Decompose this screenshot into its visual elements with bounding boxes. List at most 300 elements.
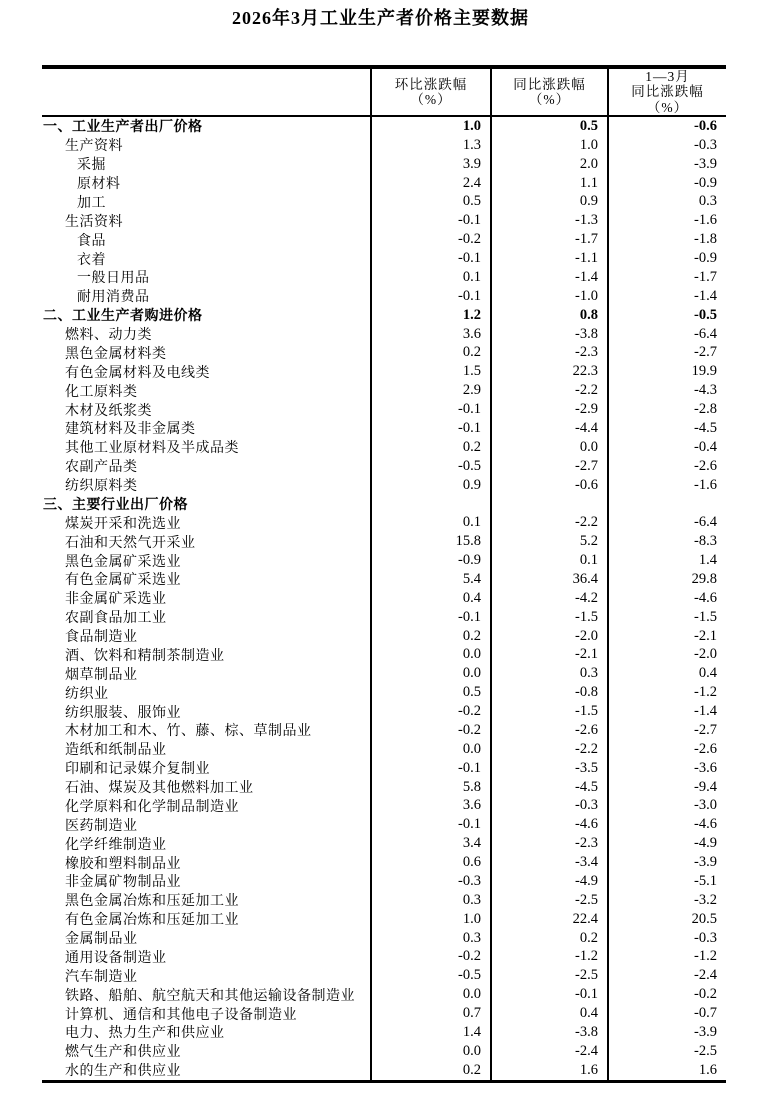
ytd-value: -4.6 (607, 815, 726, 834)
ytd-value: -2.4 (607, 966, 726, 985)
table-row (42, 683, 726, 702)
header-line: 环比涨跌幅 (394, 76, 468, 92)
mom-value: 1.3 (370, 136, 490, 155)
ytd-value: -6.4 (607, 325, 726, 344)
row-label: 燃气生产和供应业 (65, 1045, 181, 1061)
yoy-value: 0.8 (490, 306, 607, 325)
row-label: 非金属矿采选业 (65, 592, 167, 608)
mom-value: 1.0 (370, 910, 490, 929)
row-label: 生产资料 (65, 139, 123, 155)
row-label-cell (42, 891, 370, 910)
mom-value: -0.5 (370, 966, 490, 985)
row-label-cell (42, 476, 370, 495)
ytd-value: -5.1 (607, 872, 726, 891)
row-label-cell (42, 495, 370, 514)
ytd-value: -2.0 (607, 646, 726, 665)
table-header-row (42, 69, 726, 117)
ytd-value: -4.9 (607, 834, 726, 853)
ytd-value: -0.2 (607, 985, 726, 1004)
row-label: 橡胶和塑料制品业 (65, 856, 181, 872)
row-label: 化学原料和化学制品制造业 (65, 799, 239, 815)
table-row (42, 268, 726, 287)
ytd-value: -2.6 (607, 457, 726, 476)
row-label: 黑色金属矿采选业 (65, 554, 181, 570)
yoy-value: -2.4 (490, 1042, 607, 1061)
table-body (42, 117, 726, 1080)
row-label-cell (42, 513, 370, 532)
ytd-value: -0.6 (607, 117, 726, 136)
yoy-value: -1.5 (490, 608, 607, 627)
row-label-cell (42, 1023, 370, 1042)
yoy-value: -1.5 (490, 702, 607, 721)
ytd-value: -3.6 (607, 759, 726, 778)
yoy-value: -2.0 (490, 627, 607, 646)
mom-value: 1.5 (370, 362, 490, 381)
row-label: 造纸和纸制品业 (65, 743, 167, 759)
row-label-cell (42, 721, 370, 740)
table-row (42, 155, 726, 174)
table-row (42, 174, 726, 193)
table-row (42, 1042, 726, 1061)
row-label: 石油和天然气开采业 (65, 535, 196, 551)
yoy-value: 1.1 (490, 174, 607, 193)
mom-value: 0.3 (370, 891, 490, 910)
row-label: 原材料 (77, 177, 121, 193)
mom-value: 3.6 (370, 797, 490, 816)
ytd-value: -1.2 (607, 948, 726, 967)
row-label-cell (42, 155, 370, 174)
row-label-cell (42, 344, 370, 363)
row-label-cell (42, 646, 370, 665)
row-label: 采掘 (77, 158, 106, 174)
table-row (42, 211, 726, 230)
mom-value: -0.5 (370, 457, 490, 476)
row-label: 衣着 (77, 252, 106, 268)
mom-value: -0.1 (370, 815, 490, 834)
row-label-cell (42, 985, 370, 1004)
mom-value: -0.1 (370, 759, 490, 778)
table-row (42, 985, 726, 1004)
table-row (42, 381, 726, 400)
row-label: 水的生产和供应业 (65, 1064, 181, 1080)
yoy-value: 0.4 (490, 1004, 607, 1023)
table-row (42, 457, 726, 476)
table-row (42, 344, 726, 363)
row-label-cell (42, 1042, 370, 1061)
ytd-value: -9.4 (607, 778, 726, 797)
row-label-cell (42, 551, 370, 570)
header-line: 1—3月 (645, 69, 690, 84)
mom-value: -0.1 (370, 287, 490, 306)
table-row (42, 627, 726, 646)
row-label-cell (42, 230, 370, 249)
mom-value (370, 495, 490, 514)
yoy-value: -2.6 (490, 721, 607, 740)
yoy-value: 22.4 (490, 910, 607, 929)
yoy-value: 36.4 (490, 570, 607, 589)
table-row (42, 570, 726, 589)
row-label: 烟草制品业 (65, 667, 138, 683)
row-label: 二、工业生产者购进价格 (43, 309, 203, 325)
yoy-value: -2.2 (490, 381, 607, 400)
ytd-value: -2.7 (607, 721, 726, 740)
row-label: 生活资料 (65, 214, 123, 230)
table-row (42, 664, 726, 683)
yoy-value: 5.2 (490, 532, 607, 551)
mom-value: 3.9 (370, 155, 490, 174)
header-line: （%） (528, 92, 571, 107)
row-label-cell (42, 306, 370, 325)
yoy-value: -1.2 (490, 948, 607, 967)
mom-value: -0.2 (370, 702, 490, 721)
ytd-value: -1.8 (607, 230, 726, 249)
header-line: 同比涨跌幅 (631, 84, 704, 100)
row-label: 一般日用品 (77, 271, 150, 287)
row-label-cell (42, 966, 370, 985)
ytd-value: -4.5 (607, 419, 726, 438)
ytd-value: -1.7 (607, 268, 726, 287)
row-label-cell (42, 249, 370, 268)
mom-value: 3.6 (370, 325, 490, 344)
table-row (42, 797, 726, 816)
ytd-value: -4.6 (607, 589, 726, 608)
row-label-cell (42, 664, 370, 683)
yoy-value: 0.1 (490, 551, 607, 570)
ytd-value: -0.4 (607, 438, 726, 457)
row-label: 医药制造业 (65, 818, 138, 834)
table-row (42, 834, 726, 853)
ytd-value: 1.6 (607, 1061, 726, 1080)
ytd-value: -3.2 (607, 891, 726, 910)
table-row (42, 608, 726, 627)
yoy-value: -1.4 (490, 268, 607, 287)
yoy-value: -1.1 (490, 249, 607, 268)
yoy-value: -1.3 (490, 211, 607, 230)
ytd-value: -1.6 (607, 476, 726, 495)
yoy-value: -2.2 (490, 740, 607, 759)
row-label-cell (42, 268, 370, 287)
mom-value: -0.9 (370, 551, 490, 570)
header-line: （%） (410, 92, 452, 107)
row-label-cell (42, 872, 370, 891)
row-label-cell (42, 778, 370, 797)
mom-value: 2.4 (370, 174, 490, 193)
ytd-value: 0.4 (607, 664, 726, 683)
ytd-value: 0.3 (607, 193, 726, 212)
ytd-value: -0.3 (607, 136, 726, 155)
row-label: 铁路、船舶、航空航天和其他运输设备制造业 (65, 988, 355, 1004)
row-label-cell (42, 910, 370, 929)
mom-value: 0.7 (370, 1004, 490, 1023)
row-label: 一、工业生产者出厂价格 (43, 120, 203, 136)
table-row (42, 513, 726, 532)
yoy-value: -3.4 (490, 853, 607, 872)
yoy-value: -2.3 (490, 834, 607, 853)
mom-value: 0.9 (370, 476, 490, 495)
mom-value: 0.1 (370, 268, 490, 287)
yoy-value: -4.2 (490, 589, 607, 608)
ytd-value: -2.7 (607, 344, 726, 363)
mom-value: -0.1 (370, 608, 490, 627)
row-label-cell (42, 174, 370, 193)
row-label-cell (42, 608, 370, 627)
table-row (42, 287, 726, 306)
mom-value: 2.9 (370, 381, 490, 400)
table-row (42, 230, 726, 249)
table-row (42, 872, 726, 891)
yoy-value: -4.9 (490, 872, 607, 891)
table-row (42, 325, 726, 344)
table-row (42, 853, 726, 872)
table-row (42, 400, 726, 419)
yoy-value: -3.5 (490, 759, 607, 778)
ytd-value: -4.3 (607, 381, 726, 400)
ytd-value: -0.7 (607, 1004, 726, 1023)
mom-value: -0.1 (370, 249, 490, 268)
ppi-table (42, 65, 726, 1083)
yoy-value: -1.0 (490, 287, 607, 306)
row-label-cell (42, 325, 370, 344)
table-row (42, 438, 726, 457)
yoy-value: -2.1 (490, 646, 607, 665)
row-label: 汽车制造业 (65, 969, 138, 985)
yoy-value: -1.7 (490, 230, 607, 249)
ytd-value: 19.9 (607, 362, 726, 381)
table-row (42, 646, 726, 665)
row-label: 加工 (77, 195, 106, 211)
row-label-cell (42, 117, 370, 136)
mom-value: 0.2 (370, 1061, 490, 1080)
table-row (42, 1023, 726, 1042)
mom-value: -0.1 (370, 419, 490, 438)
yoy-value: -3.8 (490, 325, 607, 344)
yoy-value: -0.6 (490, 476, 607, 495)
table-row (42, 721, 726, 740)
row-label-cell (42, 532, 370, 551)
mom-value: 1.4 (370, 1023, 490, 1042)
yoy-value: -4.6 (490, 815, 607, 834)
row-label: 有色金属冶炼和压延加工业 (65, 913, 239, 929)
row-label: 木材加工和木、竹、藤、棕、草制品业 (65, 724, 312, 740)
row-label-cell (42, 457, 370, 476)
row-label: 耐用消费品 (77, 290, 150, 306)
ytd-value: -1.5 (607, 608, 726, 627)
ytd-value: -0.9 (607, 174, 726, 193)
row-label-cell (42, 834, 370, 853)
ytd-value: -1.2 (607, 683, 726, 702)
row-label: 三、主要行业出厂价格 (43, 497, 188, 513)
ytd-value: -0.9 (607, 249, 726, 268)
mom-value: -0.2 (370, 721, 490, 740)
header-line: （%） (646, 99, 689, 115)
header-cell-mom (370, 69, 490, 115)
row-label-cell (42, 438, 370, 457)
row-label-cell (42, 759, 370, 778)
table-row (42, 929, 726, 948)
mom-value: 0.0 (370, 646, 490, 665)
ytd-value: -2.6 (607, 740, 726, 759)
row-label-cell (42, 570, 370, 589)
mom-value: 15.8 (370, 532, 490, 551)
table-row (42, 495, 726, 514)
row-label: 金属制品业 (65, 932, 138, 948)
row-label-cell (42, 136, 370, 155)
table-row (42, 740, 726, 759)
mom-value: 0.3 (370, 929, 490, 948)
row-label-cell (42, 797, 370, 816)
table-row (42, 910, 726, 929)
yoy-value: 0.5 (490, 117, 607, 136)
ytd-value: -1.4 (607, 702, 726, 721)
row-label-cell (42, 589, 370, 608)
row-label: 化工原料类 (65, 384, 138, 400)
yoy-value: -0.3 (490, 797, 607, 816)
ytd-value: -1.6 (607, 211, 726, 230)
table-row (42, 891, 726, 910)
yoy-value: 0.0 (490, 438, 607, 457)
yoy-value: -0.1 (490, 985, 607, 1004)
yoy-value: -2.2 (490, 513, 607, 532)
row-label-cell (42, 929, 370, 948)
yoy-value: -2.7 (490, 457, 607, 476)
row-label-cell (42, 362, 370, 381)
row-label-cell (42, 948, 370, 967)
mom-value: 0.0 (370, 664, 490, 683)
mom-value: 0.5 (370, 683, 490, 702)
row-label: 石油、煤炭及其他燃料加工业 (65, 781, 254, 797)
row-label: 有色金属材料及电线类 (65, 365, 210, 381)
mom-value: -0.3 (370, 872, 490, 891)
yoy-value: -2.9 (490, 400, 607, 419)
row-label-cell (42, 419, 370, 438)
mom-value: 0.5 (370, 193, 490, 212)
row-label: 农副食品加工业 (65, 611, 167, 627)
mom-value: -0.2 (370, 230, 490, 249)
row-label: 农副产品类 (65, 460, 138, 476)
row-label: 酒、饮料和精制茶制造业 (65, 648, 225, 664)
row-label-cell (42, 1004, 370, 1023)
table-row (42, 362, 726, 381)
row-label-cell (42, 702, 370, 721)
header-line: 同比涨跌幅 (513, 76, 586, 92)
yoy-value: -4.4 (490, 419, 607, 438)
row-label-cell (42, 211, 370, 230)
row-label-cell (42, 400, 370, 419)
ytd-value: -3.0 (607, 797, 726, 816)
mom-value: 0.2 (370, 438, 490, 457)
row-label: 化学纤维制造业 (65, 837, 167, 853)
ytd-value: -3.9 (607, 155, 726, 174)
table-row (42, 476, 726, 495)
row-label-cell (42, 740, 370, 759)
mom-value: 1.0 (370, 117, 490, 136)
mom-value: 5.8 (370, 778, 490, 797)
yoy-value: 2.0 (490, 155, 607, 174)
yoy-value: -3.8 (490, 1023, 607, 1042)
ytd-value: -2.8 (607, 400, 726, 419)
row-label-cell (42, 853, 370, 872)
yoy-value: 1.6 (490, 1061, 607, 1080)
row-label: 食品 (77, 233, 106, 249)
yoy-value: 22.3 (490, 362, 607, 381)
row-label-cell (42, 627, 370, 646)
header-cell-category (42, 69, 370, 115)
row-label: 黑色金属材料类 (65, 346, 167, 362)
mom-value: 0.0 (370, 740, 490, 759)
row-label-cell (42, 381, 370, 400)
yoy-value: 1.0 (490, 136, 607, 155)
yoy-value: -2.3 (490, 344, 607, 363)
mom-value: 5.4 (370, 570, 490, 589)
ytd-value: -2.1 (607, 627, 726, 646)
mom-value: 0.2 (370, 344, 490, 363)
row-label: 建筑材料及非金属类 (65, 422, 196, 438)
row-label-cell (42, 1061, 370, 1080)
table-row (42, 1004, 726, 1023)
row-label-cell (42, 815, 370, 834)
table-row (42, 966, 726, 985)
table-row (42, 193, 726, 212)
row-label: 其他工业原材料及半成品类 (65, 441, 239, 457)
ytd-value: -1.4 (607, 287, 726, 306)
mom-value: 0.4 (370, 589, 490, 608)
yoy-value: 0.9 (490, 193, 607, 212)
ytd-value: -6.4 (607, 513, 726, 532)
row-label: 纺织原料类 (65, 479, 138, 495)
row-label: 电力、热力生产和供应业 (65, 1026, 225, 1042)
row-label: 黑色金属冶炼和压延加工业 (65, 894, 239, 910)
row-label-cell (42, 683, 370, 702)
mom-value: 3.4 (370, 834, 490, 853)
mom-value: 0.1 (370, 513, 490, 532)
ytd-value: 20.5 (607, 910, 726, 929)
row-label: 通用设备制造业 (65, 950, 167, 966)
table-row (42, 532, 726, 551)
mom-value: 0.6 (370, 853, 490, 872)
row-label: 印刷和记录媒介复制业 (65, 762, 210, 778)
row-label: 纺织服装、服饰业 (65, 705, 181, 721)
row-label-cell (42, 287, 370, 306)
table-row (42, 589, 726, 608)
ytd-value (607, 495, 726, 514)
mom-value: -0.2 (370, 948, 490, 967)
ytd-value: 29.8 (607, 570, 726, 589)
table-row (42, 306, 726, 325)
table-row (42, 249, 726, 268)
yoy-value (490, 495, 607, 514)
row-label: 有色金属矿采选业 (65, 573, 181, 589)
table-row (42, 815, 726, 834)
ytd-value: -8.3 (607, 532, 726, 551)
table-row (42, 759, 726, 778)
row-label: 燃料、动力类 (65, 328, 152, 344)
table-row (42, 702, 726, 721)
yoy-value: -0.8 (490, 683, 607, 702)
ytd-value: -3.9 (607, 1023, 726, 1042)
table-row (42, 948, 726, 967)
row-label: 非金属矿物制品业 (65, 875, 181, 891)
row-label: 计算机、通信和其他电子设备制造业 (65, 1007, 297, 1023)
yoy-value: 0.3 (490, 664, 607, 683)
yoy-value: -2.5 (490, 966, 607, 985)
row-label: 煤炭开采和洗选业 (65, 516, 181, 532)
mom-value: 0.0 (370, 985, 490, 1004)
mom-value: 0.0 (370, 1042, 490, 1061)
yoy-value: -2.5 (490, 891, 607, 910)
table-row (42, 551, 726, 570)
table-row (42, 778, 726, 797)
table-row (42, 419, 726, 438)
